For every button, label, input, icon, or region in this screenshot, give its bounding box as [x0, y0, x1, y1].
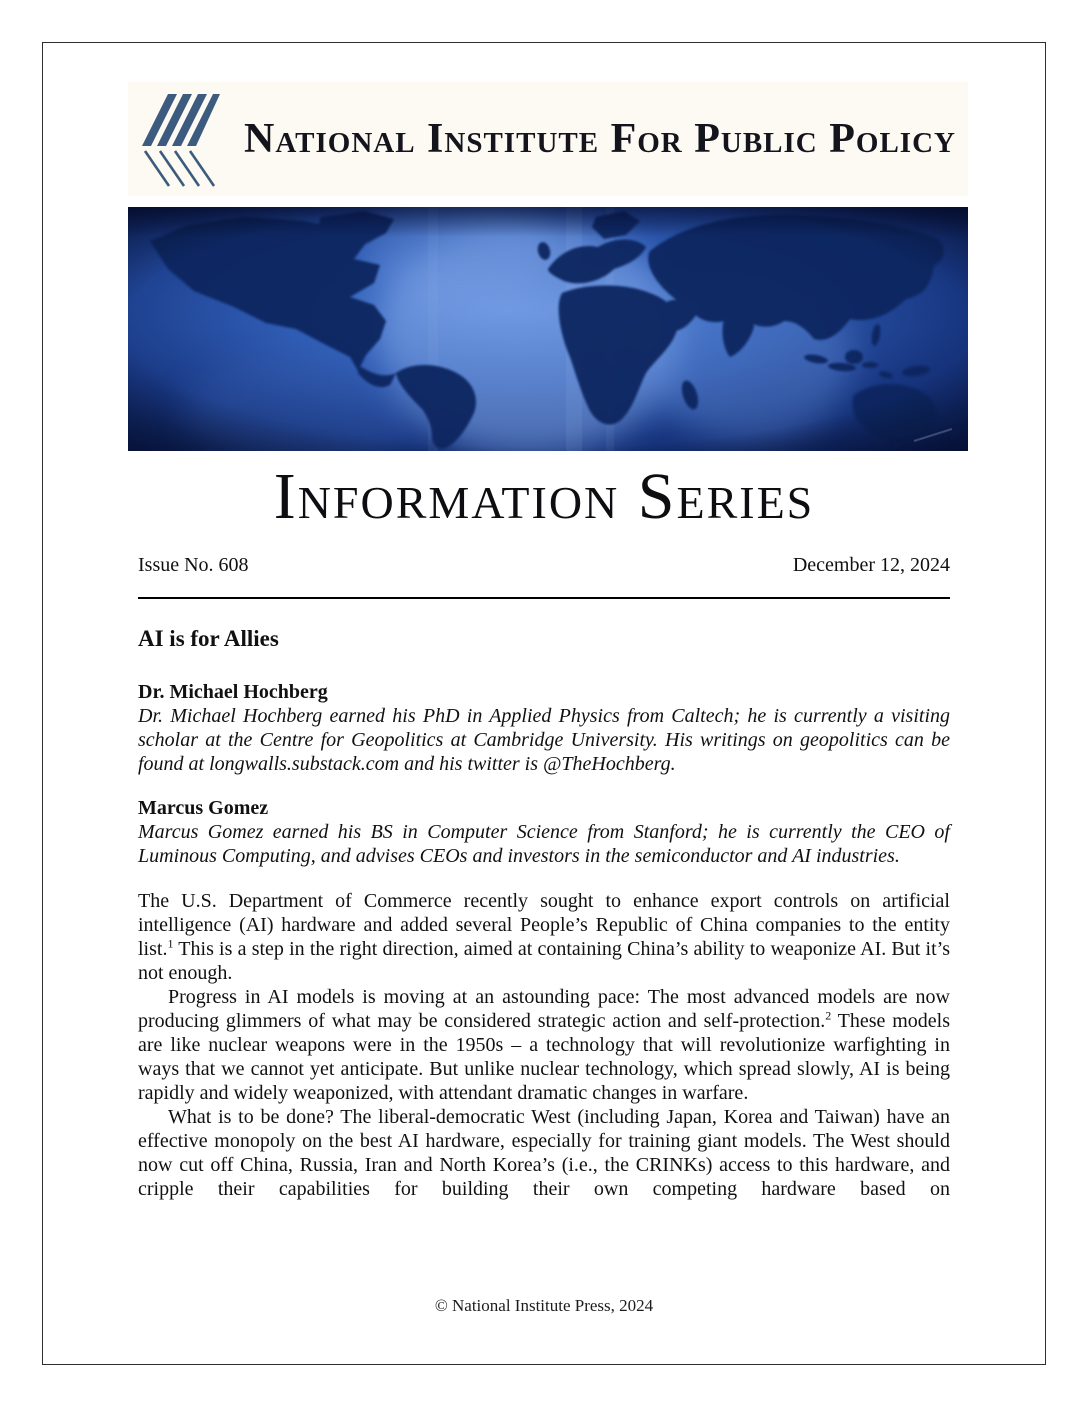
paragraph: The U.S. Department of Commerce recently sought to enhance export controls on artificial intelligence (AI) hardware and added several People’s Republic of China companies to the entity list.$^1$ This is a step in the right direction, aimed at containing China’s ability to weaponize AI. But it’s not enough.: [138, 890, 950, 984]
article: [138, 626, 950, 1201]
footer-copyright: © National Institute Press, 2024: [434, 1296, 654, 1315]
footnote-ref: 1: [167, 936, 174, 951]
paragraph: Progress in AI models is moving at an astounding pace: The most advanced models are now producing glimmers of what may be considered strategic action and self-protection.$^2$ These models are like nuclear weapons were in the 1950s – a technology that will revolutionize warfighting in ways that we cannot yet anticipate. But unlike nuclear technology, which spread slowly, AI is being rapidly and widely weaponized, with attendant dramatic changes in warfare.: [138, 986, 950, 1104]
article-title: AI is for Allies: [138, 626, 279, 651]
issue-date: December 12, 2024: [792, 554, 950, 576]
masthead-banner: [128, 82, 968, 196]
author-bio: Dr. Michael Hochberg earned his PhD in Applied Physics from Caltech; he is currently a visiting scholar at the Centre for Geopolitics at Cambridge University. His writings on geopolitics can be found at longwalls.substack.com and his twitter is @TheHochberg.: [138, 705, 950, 775]
author-block: [138, 796, 950, 868]
body-paragraphs: [138, 889, 950, 1201]
paragraph: What is to be done? The liberal-democratic West (including Japan, Korea and Taiwan) have an effective monopoly on the best AI hardware, especially for training giant models. The West should now cut off China, Russia, Iran and North Korea’s (i.e., the CRINKs) access to this hardware, and cripple their capabilities for building their own competing hardware based on: [138, 1106, 950, 1200]
author-bio: Marcus Gomez earned his BS in Computer Science from Stanford; he is currently the CEO of Luminous Computing, and advises CEOs and investors in the semiconductor and AI industries.: [138, 821, 950, 867]
org-name: National Institute For Public Policy: [244, 116, 956, 162]
author-name: Marcus Gomez: [138, 797, 269, 819]
world-map-image: [128, 207, 968, 451]
issue-row: [138, 554, 950, 577]
divider-rule: [138, 597, 950, 599]
author-list: [138, 680, 950, 868]
chevron-stripes-icon: [140, 89, 220, 189]
footnote-ref: 2: [825, 1008, 832, 1023]
issue-number: Issue No. 608: [138, 554, 249, 576]
author-block: [138, 680, 950, 776]
author-name: Dr. Michael Hochberg: [138, 681, 328, 703]
series-title: Information Series: [273, 460, 815, 533]
